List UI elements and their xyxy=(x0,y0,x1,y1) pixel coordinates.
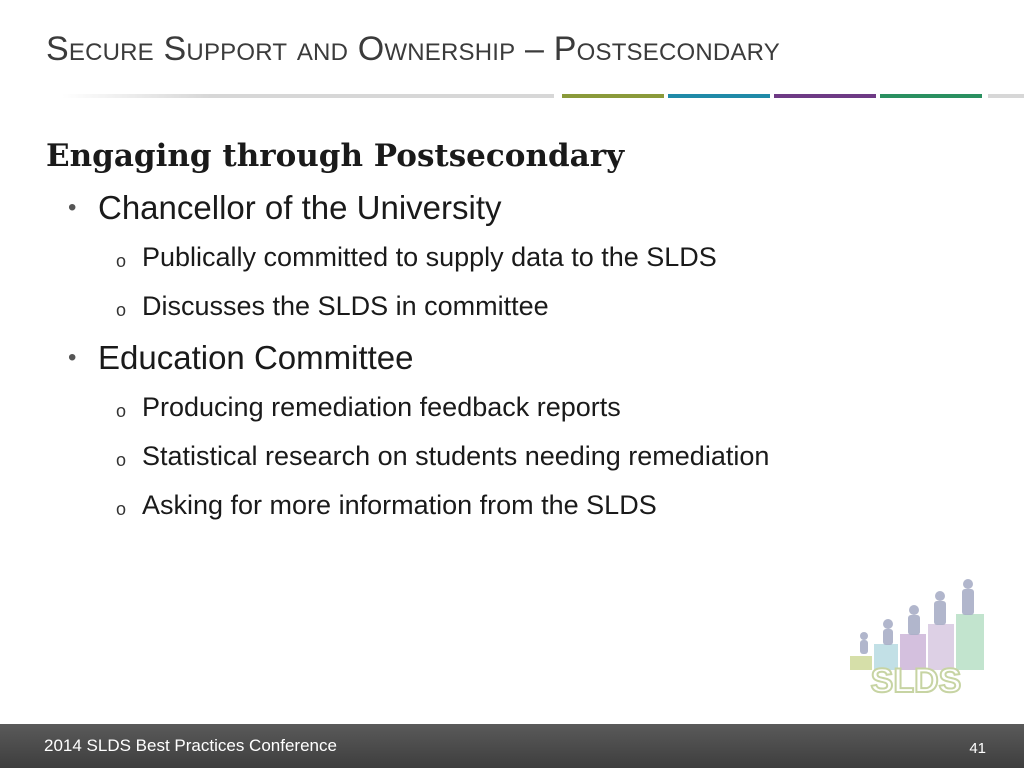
footer-bar xyxy=(0,724,1024,768)
sub-list xyxy=(98,240,986,323)
sub-list-item xyxy=(116,439,986,473)
list-item xyxy=(68,188,986,323)
bullet-circle-icon: o xyxy=(116,251,127,271)
slide-title xyxy=(46,30,780,69)
sub-list-item-text: Producing remediation feedback reports xyxy=(142,392,621,422)
title-rule-end xyxy=(988,94,1024,98)
title-rule-teal xyxy=(668,94,770,98)
bullet-dot-icon: • xyxy=(68,344,77,371)
bullet-circle-icon: o xyxy=(116,450,127,470)
sub-list-item xyxy=(116,289,986,323)
page-number: 41 xyxy=(969,740,986,757)
bullet-list xyxy=(46,188,986,522)
slds-logo-icon xyxy=(848,578,986,696)
sub-list-item-text: Discusses the SLDS in committee xyxy=(142,291,549,321)
sub-list-item-text: Asking for more information from the SLDS xyxy=(142,490,657,520)
slds-logo-text: SLDS xyxy=(870,662,962,696)
sub-list-item-text: Publically committed to supply data to the SLDS xyxy=(142,242,717,272)
title-rule-green xyxy=(880,94,982,98)
list-item xyxy=(68,338,986,522)
title-rule-olive xyxy=(562,94,664,98)
sub-list-item xyxy=(116,240,986,274)
footer-conference: 2014 SLDS Best Practices Conference xyxy=(44,736,337,755)
sub-list-item xyxy=(116,390,986,424)
title-rule-gray xyxy=(62,94,554,98)
list-item-label: Education Committee xyxy=(98,339,414,376)
slide-title-text: Secure Support and Ownership – Postsecondary xyxy=(46,30,780,68)
bullet-circle-icon: o xyxy=(116,401,127,421)
title-rule-purple xyxy=(774,94,876,98)
sub-list-item-text: Statistical research on students needing remediation xyxy=(142,441,770,471)
list-item-label: Chancellor of the University xyxy=(98,189,502,226)
sub-list-item xyxy=(116,488,986,522)
bullet-circle-icon: o xyxy=(116,499,127,519)
slide-content xyxy=(46,138,986,537)
sub-list xyxy=(98,390,986,522)
bullet-dot-icon: • xyxy=(68,194,77,221)
bullet-circle-icon: o xyxy=(116,300,127,320)
section-heading: Engaging through Postsecondary xyxy=(46,138,625,174)
